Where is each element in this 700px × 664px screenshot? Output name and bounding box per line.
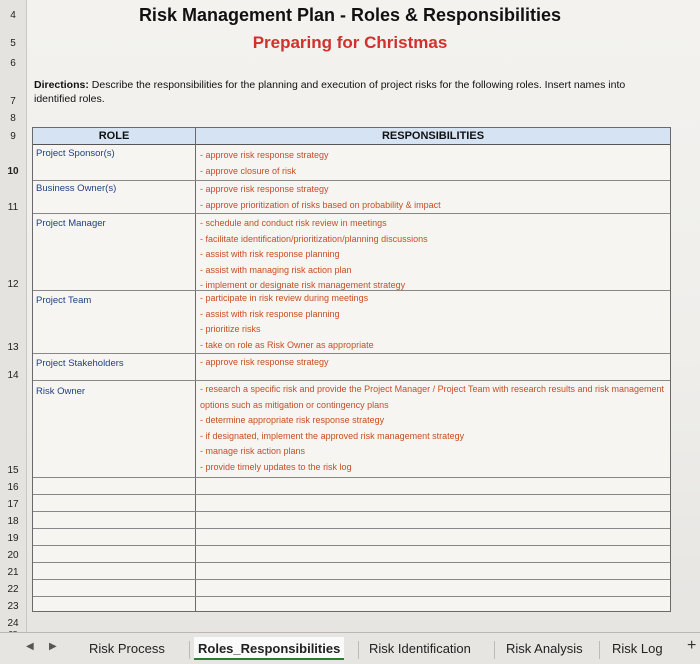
row-number[interactable]: 24 [7,618,19,629]
role-cell-project-team[interactable]: Project Team [36,295,92,306]
responsibility-line: - manage risk action plans [200,446,306,456]
previous-sheet-arrow-icon[interactable]: ◀ [26,641,34,652]
responsibility-line: - approve closure of risk [200,165,297,176]
responsibilities-column-header[interactable]: RESPONSIBILITIES [196,128,670,145]
row-divider [33,180,670,181]
role-cell-project-stakeholders[interactable]: Project Stakeholders [36,358,124,369]
page-title: Risk Management Plan - Roles & Responsibilities [138,5,562,25]
tab-roles-responsibilities[interactable]: Roles_Responsibilities [194,637,344,660]
responsibility-line: - prioritize risks [200,324,261,334]
row-number[interactable]: 23 [7,601,19,612]
responsibility-line: - if designated, implement the approved risk management strategy [200,430,465,441]
tab-divider [494,641,495,659]
role-column-header[interactable]: ROLE [33,128,195,145]
tab-risk-process[interactable]: Risk Process [89,641,165,656]
row-divider [33,528,670,529]
row-number[interactable]: 22 [7,584,19,595]
responsibility-line: - facilitate identification/prioritization/planning discussions [200,233,428,244]
row-number[interactable]: 17 [7,499,19,510]
responsibility-line: - approve prioritization of risks based on probability & impact [200,199,441,210]
row-divider [33,213,670,214]
row-divider [33,353,670,354]
responsibility-line: - research a specific risk and provide the Project Manager / Project Team with research results and risk management options such as mitigation or contingency plans [200,384,665,410]
role-cell-project-manager[interactable]: Project Manager [36,218,106,229]
row-number[interactable]: 15 [7,465,19,476]
responsibility-line: - determine appropriate risk response strategy [200,415,385,425]
page-subtitle: Preparing for Christmas [252,33,448,52]
responsibilities-cell[interactable] [200,382,665,475]
role-cell-risk-owner[interactable]: Risk Owner [36,386,86,397]
tab-risk-analysis[interactable]: Risk Analysis [506,641,583,656]
row-divider [33,545,670,546]
row-number[interactable]: 13 [7,342,19,353]
tab-divider [358,641,359,659]
row-divider [33,477,670,478]
responsibility-line: - take on role as Risk Owner as appropriate [200,339,374,350]
next-sheet-arrow-icon[interactable]: ▶ [49,641,57,652]
responsibility-line: - approve risk response strategy [200,150,329,160]
directions-text [34,78,664,106]
row-number[interactable]: 7 [10,96,16,107]
column-divider [195,128,196,611]
row-divider [33,596,670,597]
responsibilities-cell[interactable] [200,216,665,294]
sheet-tab-bar [0,632,700,664]
row-header-column [0,0,27,632]
responsibilities-cell[interactable] [200,182,665,213]
row-number[interactable]: 12 [7,279,19,290]
row-divider [33,579,670,580]
roles-table [32,127,671,612]
responsibility-line: - assist with risk response planning [200,249,340,259]
row-number[interactable]: 4 [10,10,16,21]
row-number[interactable]: 9 [10,131,16,142]
responsibility-line: - participate in risk review during meetings [200,293,369,303]
responsibility-line: - implement or designate risk management strategy [200,280,406,290]
row-number[interactable]: 11 [7,202,19,213]
responsibilities-cell[interactable] [200,148,665,179]
add-sheet-icon[interactable]: + [687,637,697,654]
row-divider [33,511,670,512]
row-number[interactable]: 6 [10,58,16,69]
responsibilities-cell[interactable] [200,355,665,371]
row-number[interactable]: 21 [7,567,19,578]
row-number[interactable]: 20 [7,550,19,561]
directions-label: Directions: [34,79,89,91]
row-number[interactable]: 10 [7,166,19,177]
responsibility-line: - provide timely updates to the risk log [200,461,352,472]
directions-body: Describe the responsibilities for the planning and execution of project risks for the following roles. Insert names into identified roles. [34,79,626,105]
tab-risk-identification[interactable]: Risk Identification [369,641,471,656]
row-divider [33,380,670,381]
row-number[interactable]: 5 [10,38,16,49]
row-number[interactable]: 19 [7,533,19,544]
responsibility-line: - schedule and conduct risk review in meetings [200,218,387,228]
row-divider [33,494,670,495]
role-cell-project-sponsor[interactable]: Project Sponsor(s) [36,148,115,159]
responsibility-line: - assist with managing risk action plan [200,264,352,275]
tab-divider [189,641,190,659]
row-number[interactable]: 14 [7,370,19,381]
responsibility-line: - approve risk response strategy [200,357,329,367]
row-divider [33,562,670,563]
tab-risk-log[interactable]: Risk Log [612,641,663,656]
tab-divider [599,641,600,659]
row-number[interactable]: 18 [7,516,19,527]
role-cell-business-owner[interactable]: Business Owner(s) [36,183,117,194]
responsibility-line: - assist with risk response planning [200,308,340,319]
responsibility-line: - approve risk response strategy [200,184,329,194]
row-number[interactable]: 16 [7,482,19,493]
responsibilities-cell[interactable] [200,291,665,353]
row-number[interactable]: 8 [10,113,16,124]
